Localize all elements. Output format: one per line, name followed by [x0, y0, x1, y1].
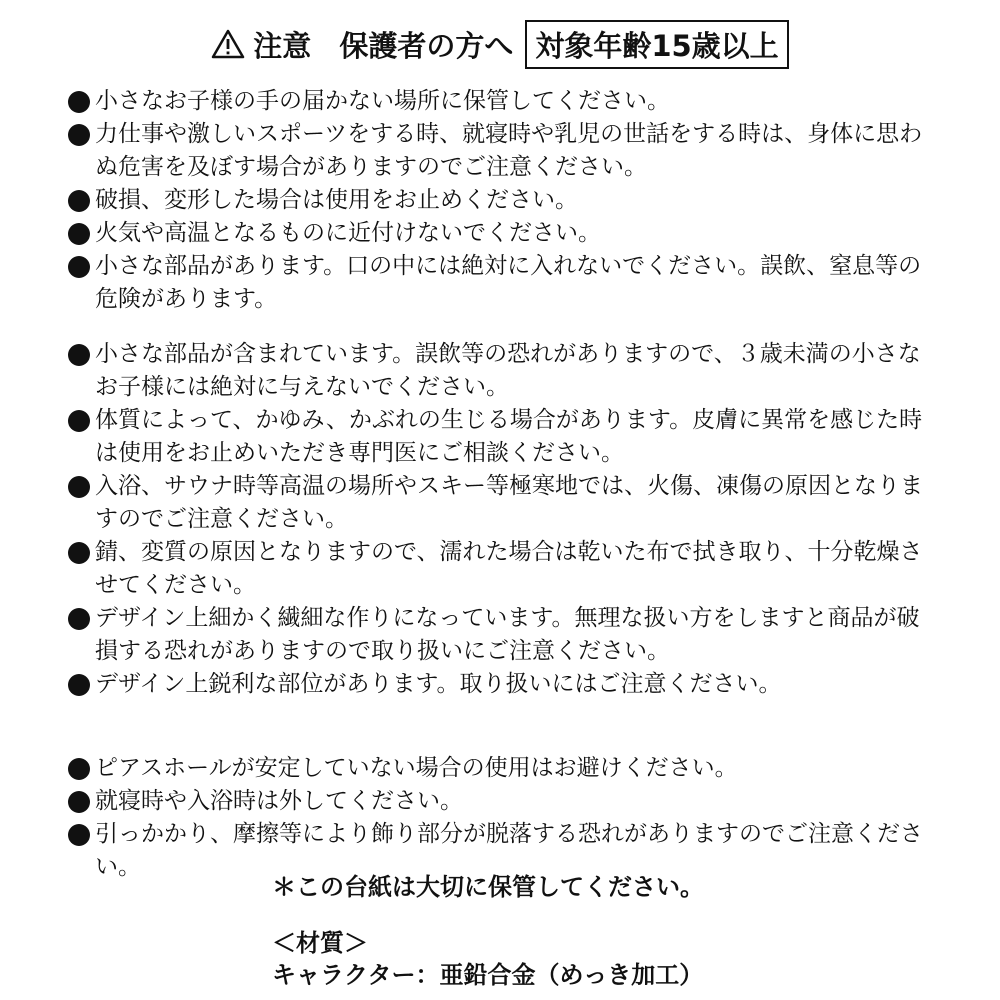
warning-item: デザイン上細かく繊細な作りになっています。無理な扱い方をしますと商品が破損する恐れがありますので取り扱いにご注意ください。 — [68, 602, 938, 668]
bullet-icon — [68, 91, 90, 113]
bullet-icon — [68, 608, 90, 630]
caution-header — [0, 18, 1000, 70]
warning-item: ピアスホールが安定していない場合の使用はお避けください。 — [68, 752, 938, 785]
bullet-icon — [68, 542, 90, 564]
bullet-icon — [68, 190, 90, 212]
bullet-icon — [68, 256, 90, 278]
warning-item: 小さなお子様の手の届かない場所に保管してください。 — [68, 85, 938, 118]
bullet-icon — [68, 124, 90, 146]
warning-item: 小さな部品があります。口の中には絶対に入れないでください。誤飲、窒息等の危険があります。 — [68, 250, 938, 316]
warning-item: 火気や高温となるものに近付けないでください。 — [68, 217, 938, 250]
warning-list-piercing — [68, 752, 938, 884]
warning-item: 錆、変質の原因となりますので、濡れた場合は乾いた布で拭き取り、十分乾燥させてください。 — [68, 536, 938, 602]
material-value: キャラクター：亜鉛合金（めっき加工） — [272, 961, 704, 989]
warning-item: 引っかかり、摩擦等により飾り部分が脱落する恐れがありますのでご注意ください。 — [68, 818, 938, 884]
warning-item: 体質によって、かゆみ、かぶれの生じる場合があります。皮膚に異常を感じた時は使用をお止めいただき専門医にご相談ください。 — [68, 404, 938, 470]
guardian-title: 保護者の方へ — [339, 28, 514, 63]
warning-item: 入浴、サウナ時等高温の場所やスキー等極寒地では、火傷、凍傷の原因となりますのでご注意ください。 — [68, 470, 938, 536]
bullet-icon — [68, 223, 90, 245]
bullet-icon — [68, 674, 90, 696]
warning-item: デザイン上鋭利な部位があります。取り扱いにはご注意ください。 — [68, 668, 938, 701]
warning-item: 就寝時や入浴時は外してください。 — [68, 785, 938, 818]
bullet-icon — [68, 476, 90, 498]
bullet-icon — [68, 791, 90, 813]
warning-item: 破損、変形した場合は使用をお止めください。 — [68, 184, 938, 217]
warning-item: 小さな部品が含まれています。誤飲等の恐れがありますので、３歳未満の小さなお子様には絶対に与えないでください。 — [68, 338, 938, 404]
caution-title: 注意 — [253, 28, 312, 63]
warning-list-general — [68, 85, 938, 316]
bullet-icon — [68, 344, 90, 366]
target-age-box: 対象年齢15歳以上 — [525, 20, 788, 69]
warning-item: 力仕事や激しいスポーツをする時、就寝時や乳児の世話をする時は、身体に思わぬ危害を及ぼす場合がありますのでご注意ください。 — [68, 118, 938, 184]
warning-triangle-icon — [211, 29, 245, 59]
keep-card-note: ＊この台紙は大切に保管してください。 — [272, 873, 704, 901]
warning-list-accessory — [68, 338, 938, 701]
bullet-icon — [68, 758, 90, 780]
bullet-icon — [68, 410, 90, 432]
material-heading: ＜材質＞ — [272, 929, 368, 957]
bullet-icon — [68, 824, 90, 846]
